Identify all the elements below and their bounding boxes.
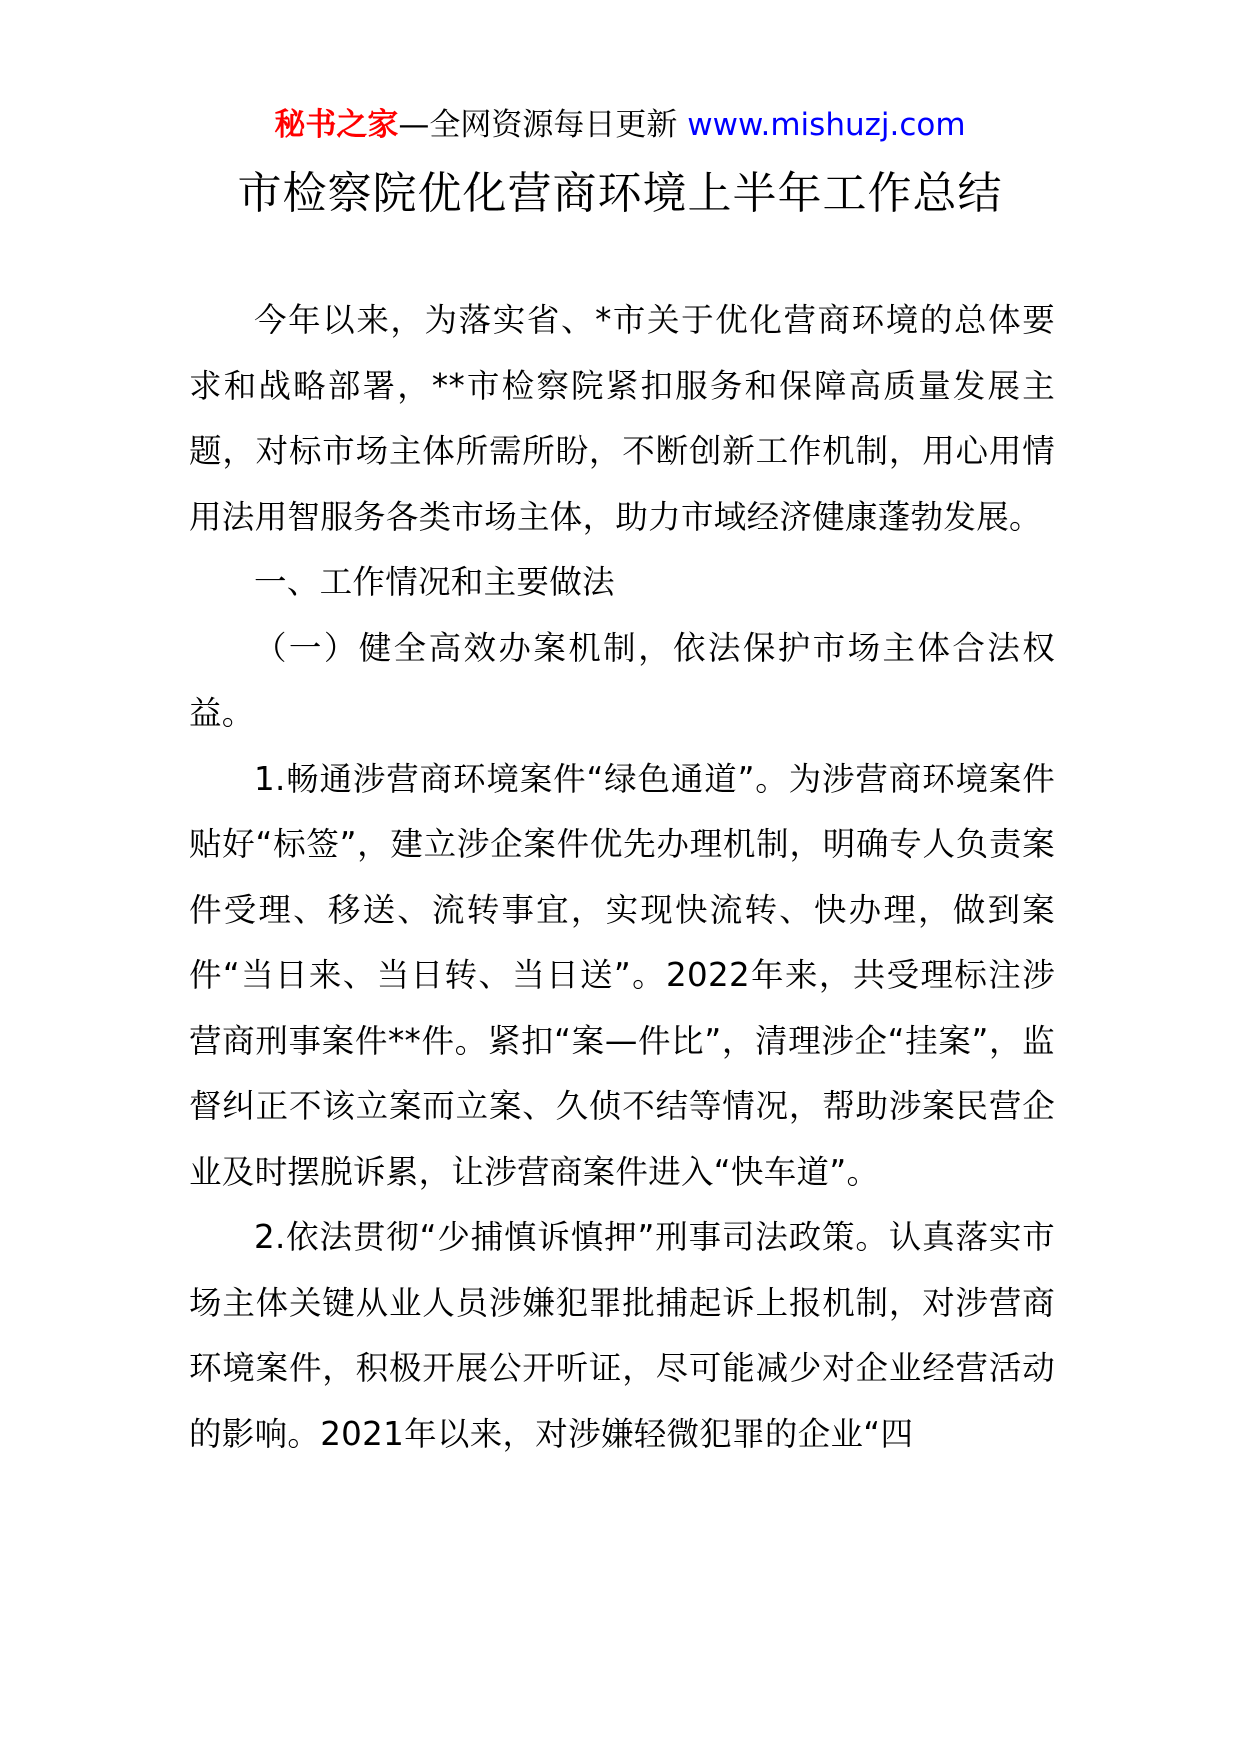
site-header <box>0 103 1240 147</box>
document-body <box>189 288 1055 1467</box>
site-url-link[interactable]: www.mishuzj.com <box>687 107 966 143</box>
document-title: 市检察院优化营商环境上半年工作总结 <box>237 168 1003 219</box>
site-tagline: —全网资源每日更新 <box>398 107 678 143</box>
item-2-paragraph: 2.依法贯彻“少捕慎诉慎押”刑事司法政策。认真落实市场主体关键从业人员涉嫌犯罪批捕起诉上报机制，对涉营商环境案件，积极开展公开听证，尽可能减少对企业经营活动的影响。2021年以来，对涉嫌轻微犯罪的企业“四 <box>189 1218 1055 1453</box>
site-brand: 秘书之家 <box>274 107 399 143</box>
section-heading: 一、工作情况和主要做法 <box>254 563 615 601</box>
intro-paragraph: 今年以来，为落实省、*市关于优化营商环境的总体要求和战略部署，**市检察院紧扣服务和保障高质量发展主题，对标市场主体所需所盼，不断创新工作机制，用心用情用法用智服务各类市场主体，助力市域经济健康蓬勃发展。 <box>189 301 1055 536</box>
subsection-heading: （一）健全高效办案机制，依法保护市场主体合法权益。 <box>189 628 1055 732</box>
item-1-paragraph: 1.畅通涉营商环境案件“绿色通道”。为涉营商环境案件贴好“标签”，建立涉企案件优先办理机制，明确专人负责案件受理、移送、流转事宜，实现快流转、快办理，做到案件“当日来、当日转、当日送”。2022年来，共受理标注涉营商刑事案件**件。紧扣“案—件比”，清理涉企“挂案”，监督纠正不该立案而立案、久侦不结等情况，帮助涉案民营企业及时摆脱诉累，让涉营商案件进入“快车道”。 <box>189 759 1055 1191</box>
